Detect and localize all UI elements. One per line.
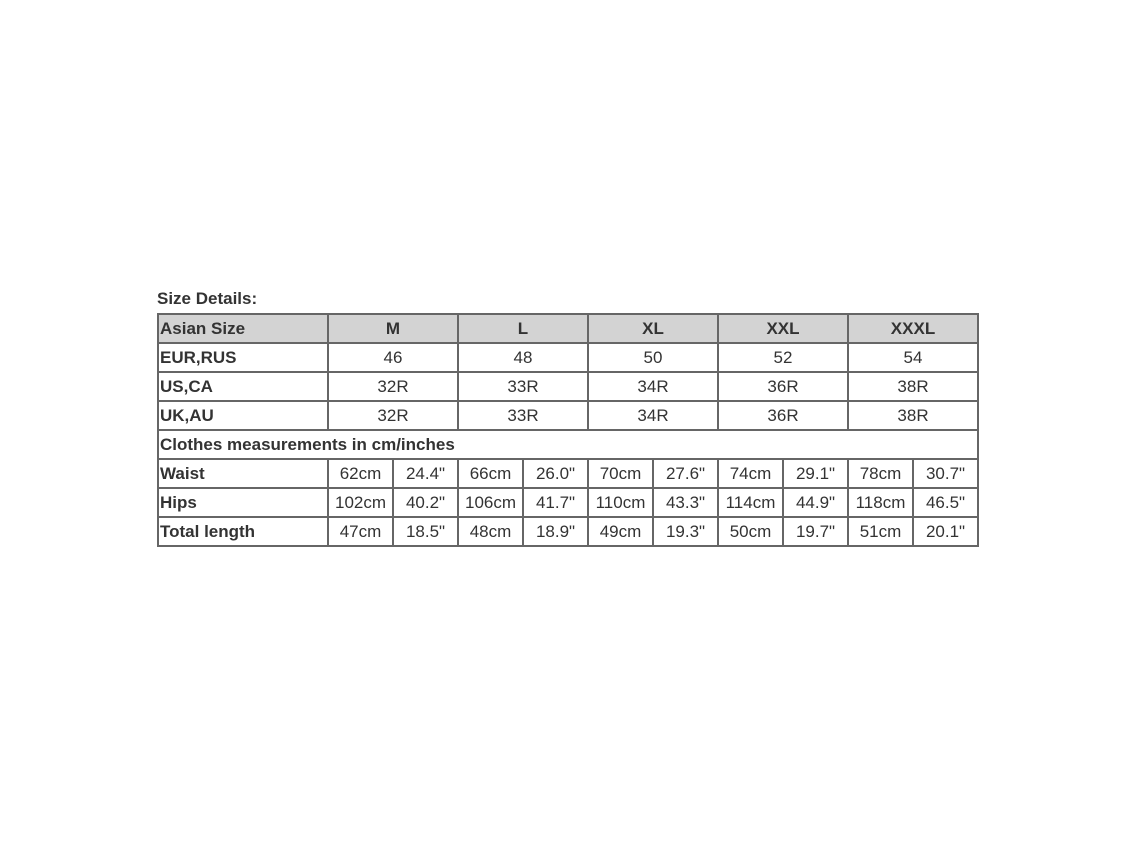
- table-cell: 44.9": [783, 488, 848, 517]
- table-cell: 47cm: [328, 517, 393, 546]
- table-cell: 24.4": [393, 459, 458, 488]
- table-row: [158, 372, 978, 401]
- table-cell: 19.3": [653, 517, 718, 546]
- row-label: Hips: [158, 488, 328, 517]
- table-cell: 32R: [328, 401, 458, 430]
- table-cell: 51cm: [848, 517, 913, 546]
- table-cell: 74cm: [718, 459, 783, 488]
- table-header-row: [158, 314, 978, 343]
- page-title: Size Details:: [157, 289, 258, 308]
- table-cell: 38R: [848, 401, 978, 430]
- table-cell: 19.7": [783, 517, 848, 546]
- table-cell: 36R: [718, 372, 848, 401]
- table-cell: 18.5": [393, 517, 458, 546]
- table-cell: 33R: [458, 372, 588, 401]
- table-cell: 54: [848, 343, 978, 372]
- header-size-xxl: XXL: [718, 314, 848, 343]
- table-cell: 52: [718, 343, 848, 372]
- row-label: US,CA: [158, 372, 328, 401]
- table-cell: 46: [328, 343, 458, 372]
- table-cell: 102cm: [328, 488, 393, 517]
- table-cell: 36R: [718, 401, 848, 430]
- table-cell: 38R: [848, 372, 978, 401]
- row-label: Total length: [158, 517, 328, 546]
- table-cell: 49cm: [588, 517, 653, 546]
- table-cell: 70cm: [588, 459, 653, 488]
- table-row: [158, 459, 978, 488]
- table-cell: 33R: [458, 401, 588, 430]
- table-row: [158, 343, 978, 372]
- header-size-l: L: [458, 314, 588, 343]
- header-size-m: M: [328, 314, 458, 343]
- table-cell: 50cm: [718, 517, 783, 546]
- table-cell: 41.7": [523, 488, 588, 517]
- header-size-xl: XL: [588, 314, 718, 343]
- table-cell: 29.1": [783, 459, 848, 488]
- table-cell: 34R: [588, 372, 718, 401]
- table-cell: 106cm: [458, 488, 523, 517]
- table-cell: 34R: [588, 401, 718, 430]
- table-cell: 118cm: [848, 488, 913, 517]
- section-row: [158, 430, 978, 459]
- row-label: EUR,RUS: [158, 343, 328, 372]
- table-cell: 20.1": [913, 517, 978, 546]
- table-row: [158, 488, 978, 517]
- table-cell: 110cm: [588, 488, 653, 517]
- table-cell: 66cm: [458, 459, 523, 488]
- measurements-section-title: Clothes measurements in cm/inches: [158, 430, 978, 459]
- table-row: [158, 401, 978, 430]
- table-cell: 46.5": [913, 488, 978, 517]
- table-cell: 26.0": [523, 459, 588, 488]
- table-cell: 78cm: [848, 459, 913, 488]
- row-label: Waist: [158, 459, 328, 488]
- table-cell: 18.9": [523, 517, 588, 546]
- table-cell: 50: [588, 343, 718, 372]
- table-cell: 40.2": [393, 488, 458, 517]
- table-cell: 48cm: [458, 517, 523, 546]
- table-cell: 30.7": [913, 459, 978, 488]
- table-cell: 27.6": [653, 459, 718, 488]
- size-table: [157, 313, 979, 547]
- table-cell: 114cm: [718, 488, 783, 517]
- row-label: UK,AU: [158, 401, 328, 430]
- table-row: [158, 517, 978, 546]
- table-cell: 32R: [328, 372, 458, 401]
- table-cell: 48: [458, 343, 588, 372]
- header-size-xxxl: XXXL: [848, 314, 978, 343]
- header-label: Asian Size: [158, 314, 328, 343]
- table-cell: 43.3": [653, 488, 718, 517]
- table-cell: 62cm: [328, 459, 393, 488]
